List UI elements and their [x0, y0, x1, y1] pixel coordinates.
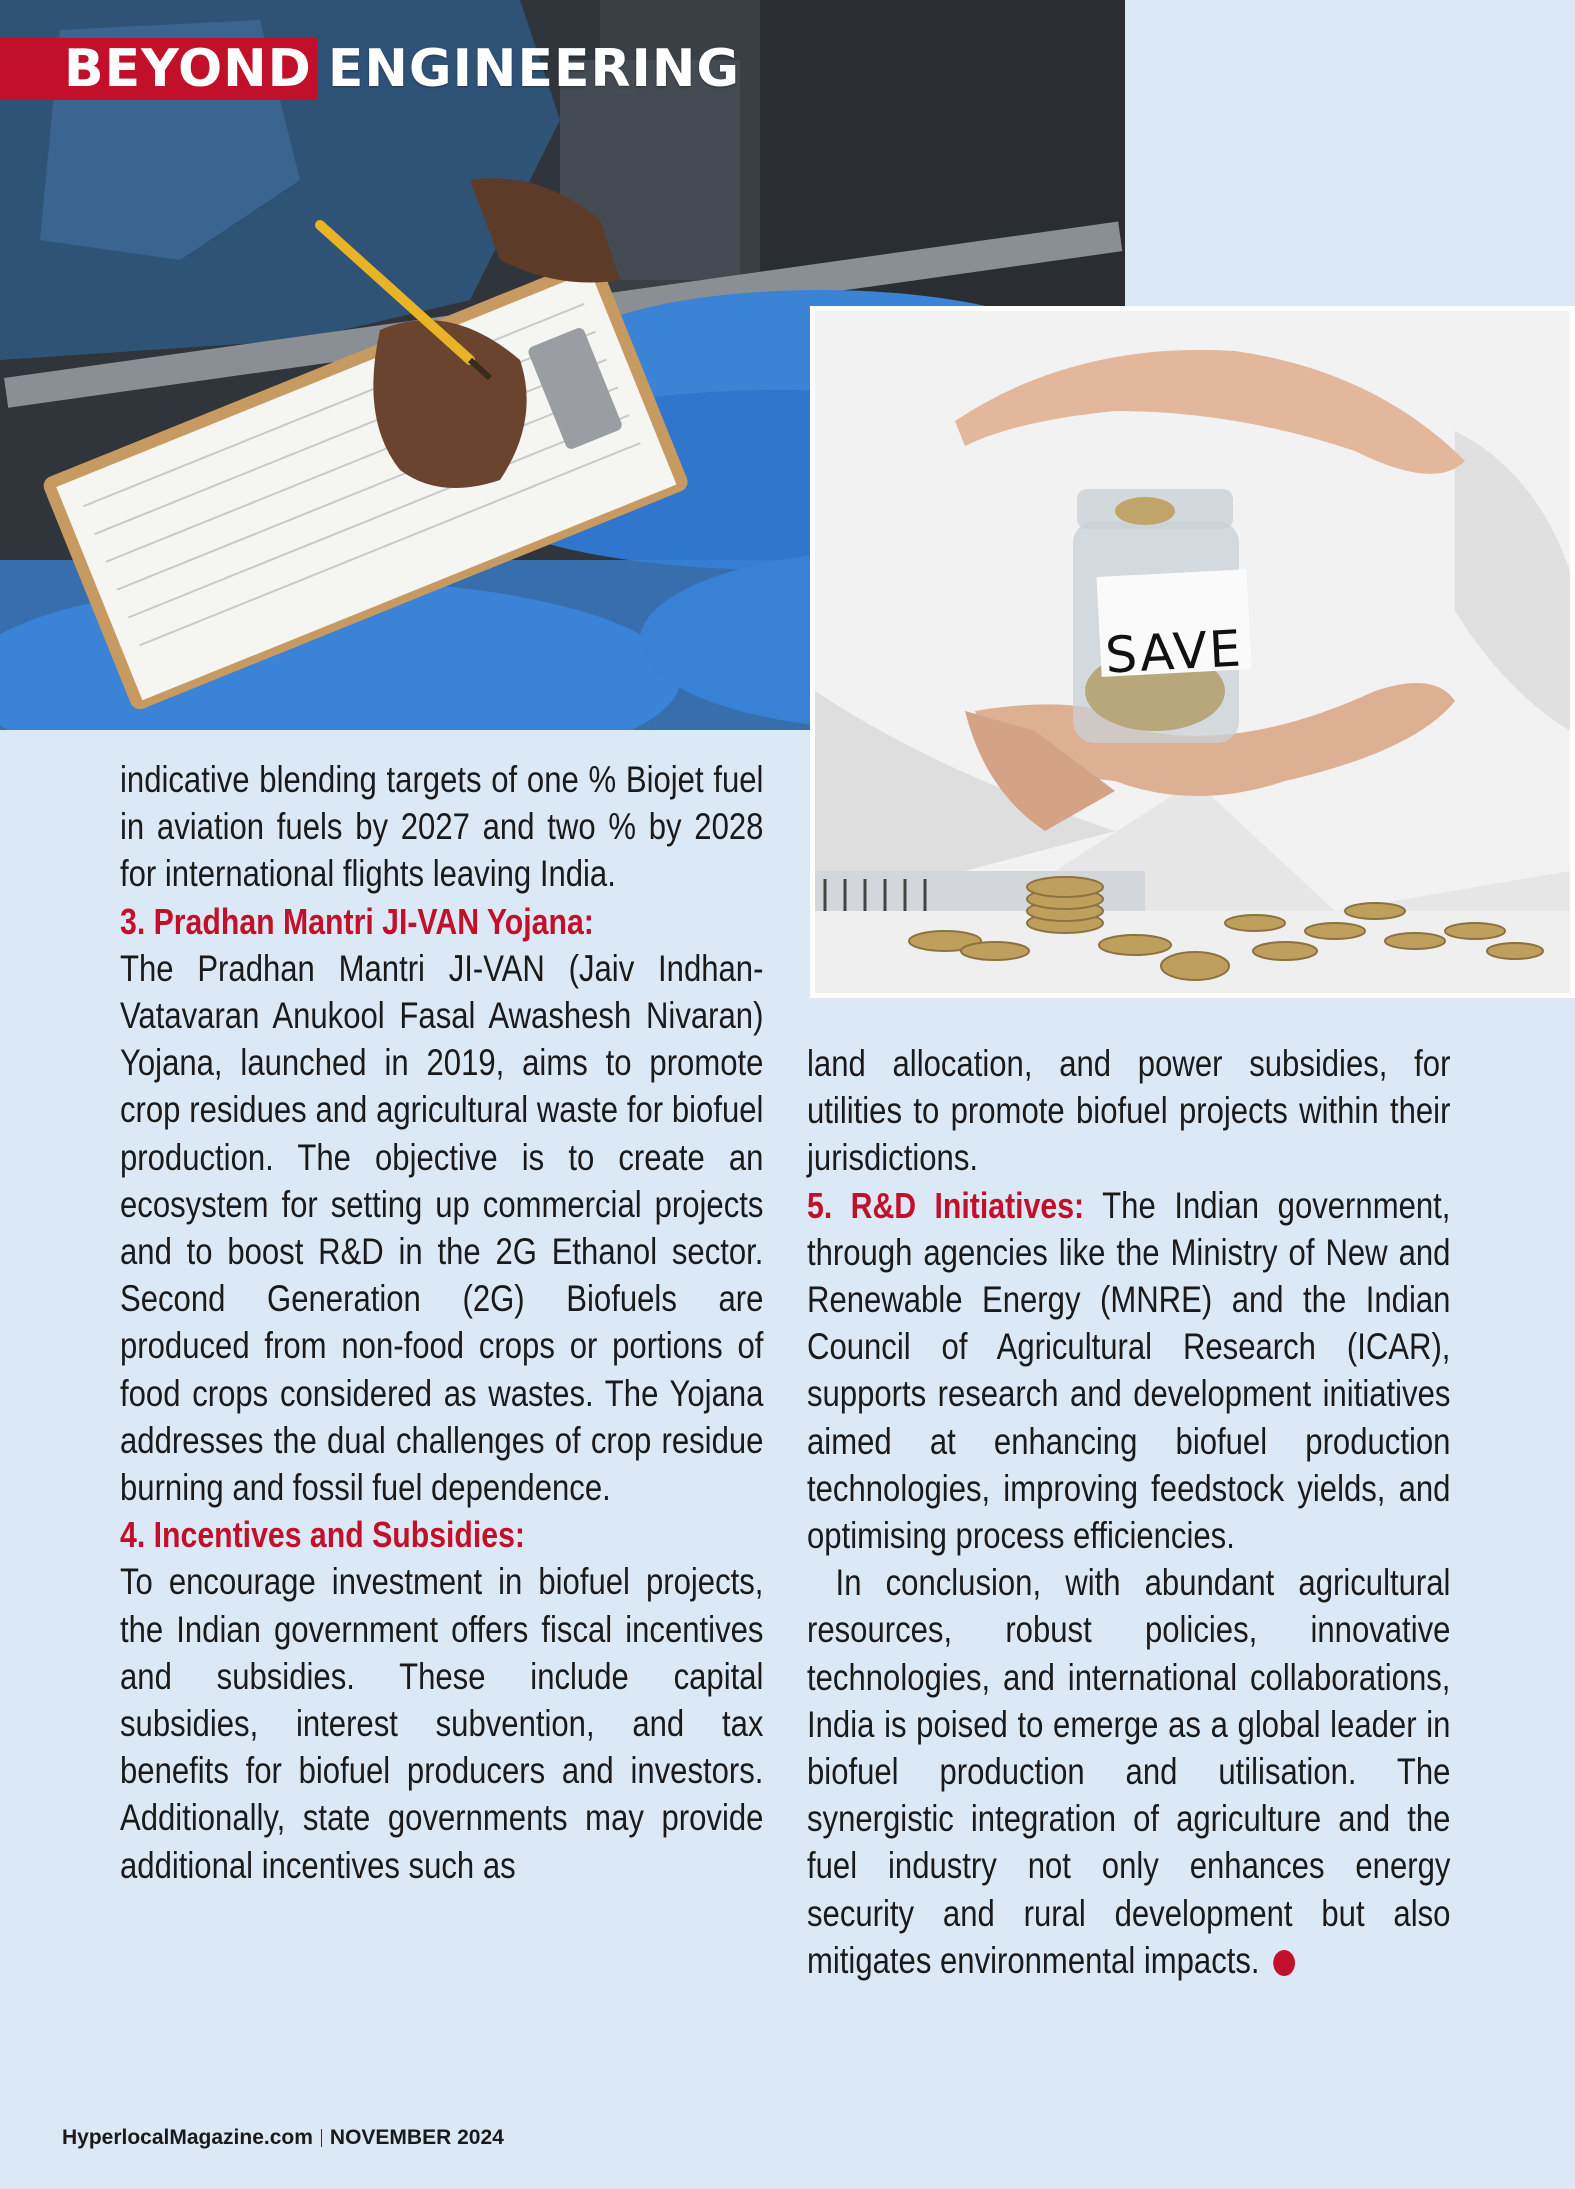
footer-site: HyperlocalMagazine.com: [62, 2126, 313, 2149]
section-title: ENGINEERING: [327, 39, 741, 99]
paragraph-intro-left: indicative blending targets of one % Biojet fuel in aviation fuels by 2027 and two % by 2028 for international flights leaving India.: [120, 759, 764, 895]
paragraph-conclusion: In conclusion, with abundant agricultural resources, robust policies, innovative technologies, and international collaborations, India is poised to emerge as a global leader in biofuel production and utilisation. The synergistic integration of agriculture and the fuel industry not only enhances energy security and rural development but also mitigates environmental impacts.: [807, 1562, 1451, 1981]
item5: [807, 1182, 1450, 1560]
paragraph-intro-right: land allocation, and power subsidies, for utilities to promote biofuel projects within their jurisdictions.: [807, 1043, 1451, 1179]
article-column-left: [120, 756, 763, 1889]
item4: [120, 1511, 763, 1558]
section-label: [0, 38, 740, 100]
footer-separator: [321, 2129, 322, 2147]
article-column-right: [807, 1040, 1450, 1984]
item3: [120, 898, 763, 945]
paragraph-rnd: The Indian government, through agencies like the Ministry of New and Renewable Energy (MNRE) and the Indian Council of Agricultural Research (ICAR), supports research and development initiatives aimed at enhancing biofuel production technologies, improving feedstock yields, and optimising process efficiencies.: [807, 1184, 1451, 1557]
heading-jivan-yojana: 3. Pradhan Mantri JI-VAN Yojana:: [120, 900, 594, 942]
end-of-article-dot-icon: [1273, 1950, 1295, 1976]
photo-save-jar: [810, 306, 1575, 998]
section-tag: BEYOND: [0, 38, 318, 100]
heading-rnd: 5. R&D Initiatives:: [807, 1184, 1085, 1226]
save-jar-label: SAVE: [1103, 619, 1245, 685]
heading-incentives: 4. Incentives and Subsidies:: [120, 1514, 526, 1556]
conclusion: [807, 1559, 1450, 1984]
page-footer: [62, 2126, 504, 2150]
footer-issue: NOVEMBER 2024: [329, 2126, 504, 2149]
paragraph-incentives: To encourage investment in biofuel projects, the Indian government offers fiscal incentives and subsidies. These include capital subsidies, interest subvention, and tax benefits for biofuel producers and investors. Additionally, state governments may provide additional incentives such as: [120, 1561, 764, 1886]
paragraph-jivan-yojana: The Pradhan Mantri JI-VAN (Jaiv Indhan-Vatavaran Anukool Fasal Awashesh Nivaran) Yojana, launched in 2019, aims to promote crop residues and agricultural waste for biofuel production. The objective is to create an ecosystem for setting up commercial projects and to boost R&D in the 2G Ethanol sector. Second Generation (2G) Biofuels are produced from non-food crops or portions of food crops considered as wastes. The Yojana addresses the dual challenges of crop residue burning and fossil fuel dependence.: [120, 947, 764, 1509]
